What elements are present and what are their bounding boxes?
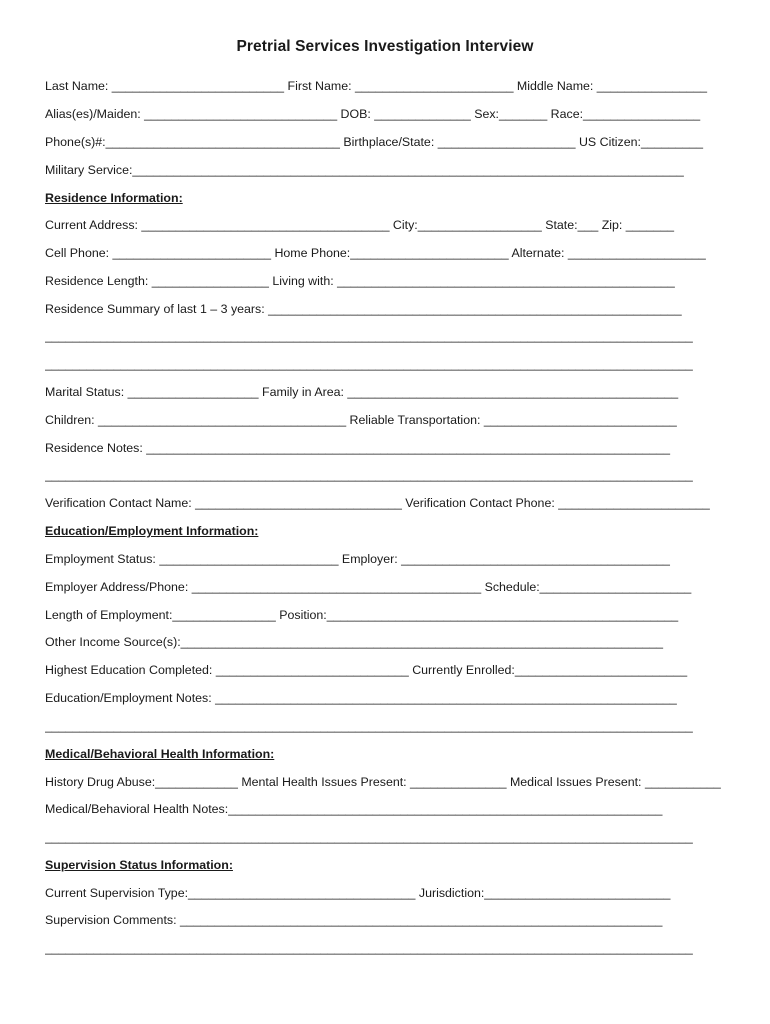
- supervision-heading: Supervision Status Information:: [45, 858, 233, 872]
- length-position-line[interactable]: Length of Employment:_______________ Position:___________________________________________________: [45, 608, 679, 622]
- blank-line[interactable]: ______________________________________________________________________________________________: [45, 468, 693, 482]
- blank-line[interactable]: ______________________________________________________________________________________________: [45, 941, 693, 955]
- employment-status-line[interactable]: Employment Status: __________________________ Employer: _______________________________________: [45, 552, 670, 566]
- residence-info-heading: Residence Information:: [45, 191, 183, 205]
- blank-line[interactable]: ______________________________________________________________________________________________: [45, 329, 693, 343]
- blank-line[interactable]: ______________________________________________________________________________________________: [45, 830, 693, 844]
- residence-summary-line[interactable]: Residence Summary of last 1 – 3 years: ____________________________________________________________: [45, 302, 682, 316]
- alias-dob-sex-race-line[interactable]: Alias(es)/Maiden: ____________________________ DOB: ______________ Sex:_______ Race:_________________: [45, 107, 701, 121]
- phone-birthplace-citizen-line[interactable]: Phone(s)#:__________________________________ Birthplace/State: ____________________ US Citizen:_________: [45, 135, 703, 149]
- blank-line[interactable]: ______________________________________________________________________________________________: [45, 719, 693, 733]
- education-employment-heading: Education/Employment Information:: [45, 524, 259, 538]
- medical-notes-line[interactable]: Medical/Behavioral Health Notes:_______________________________________________________________: [45, 802, 663, 816]
- medical-heading: Medical/Behavioral Health Information:: [45, 747, 275, 761]
- verification-contact-line[interactable]: Verification Contact Name: ______________________________ Verification Contact Phone: ______________________: [45, 496, 710, 510]
- education-line[interactable]: Highest Education Completed: ____________________________ Currently Enrolled:_________________________: [45, 663, 688, 677]
- children-transport-line[interactable]: Children: ____________________________________ Reliable Transportation: ____________________________: [45, 413, 677, 427]
- residence-length-line[interactable]: Residence Length: _________________ Living with: _________________________________________________: [45, 274, 675, 288]
- education-notes-line[interactable]: Education/Employment Notes: ___________________________________________________________________: [45, 691, 677, 705]
- drug-mental-medical-line[interactable]: History Drug Abuse:____________ Mental Health Issues Present: ______________ Medical Issues Present: ___________: [45, 775, 721, 789]
- residence-notes-line[interactable]: Residence Notes: ____________________________________________________________________________: [45, 441, 670, 455]
- marital-family-line[interactable]: Marital Status: ___________________ Family in Area: ________________________________________________: [45, 385, 679, 399]
- form-title: Pretrial Services Investigation Interview: [236, 38, 534, 55]
- military-service-line[interactable]: Military Service:________________________________________________________________________________: [45, 163, 684, 177]
- name-fields-line[interactable]: Last Name: _________________________ First Name: _______________________ Middle Name: ________________: [45, 79, 708, 93]
- current-address-line[interactable]: Current Address: ____________________________________ City:__________________ State:___ Zip: _______: [45, 218, 675, 232]
- phones-line[interactable]: Cell Phone: _______________________ Home Phone:_______________________ Alternate: ____________________: [45, 246, 706, 260]
- employer-address-line[interactable]: Employer Address/Phone: __________________________________________ Schedule:______________________: [45, 580, 692, 594]
- supervision-comments-line[interactable]: Supervision Comments: ______________________________________________________________________: [45, 913, 663, 927]
- supervision-type-line[interactable]: Current Supervision Type:_________________________________ Jurisdiction:___________________________: [45, 886, 671, 900]
- other-income-line[interactable]: Other Income Source(s):______________________________________________________________________: [45, 635, 664, 649]
- blank-line[interactable]: ______________________________________________________________________________________________: [45, 357, 693, 371]
